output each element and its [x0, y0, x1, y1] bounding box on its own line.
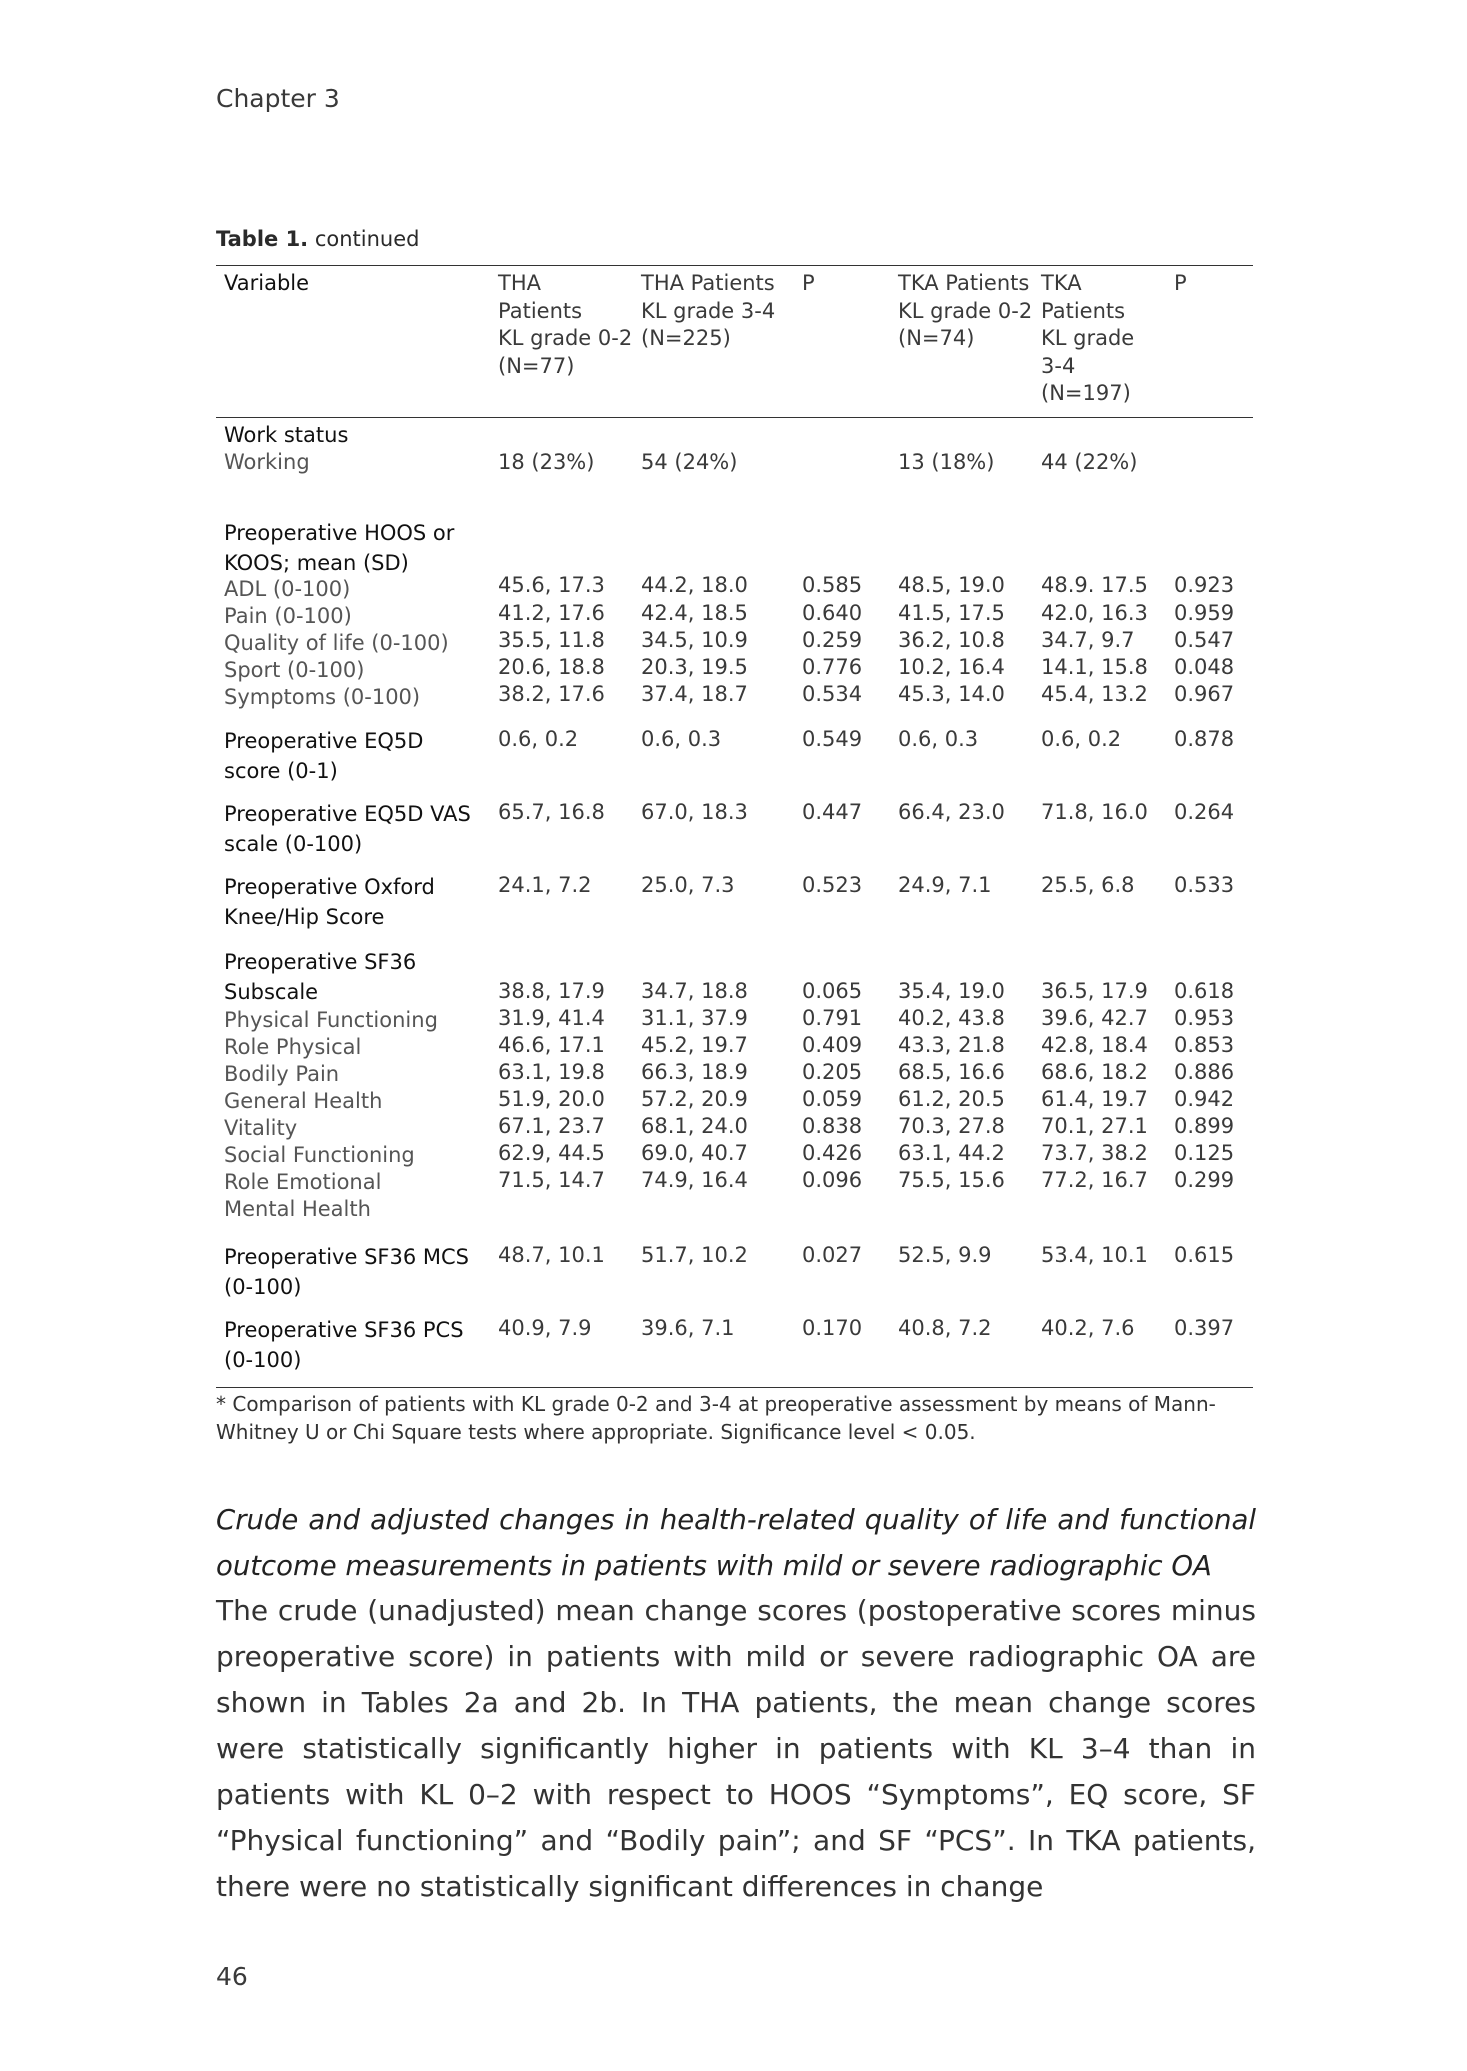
table-footnote: * Comparison of patients with KL grade 0-2 and 3-4 at preoperative assessment by means of Mann-Whitney U or Chi Square tests where appropriate. Significance level < 0.05.	[216, 1392, 1216, 1444]
table-top-rule	[216, 265, 1253, 266]
cell-value: 0.259	[802, 628, 863, 652]
cell-value: 71.8, 16.0	[1041, 800, 1148, 824]
cell-value: 24.1, 7.2	[498, 873, 592, 897]
cell-value: 13 (18%)	[898, 450, 995, 474]
cell-value: 40.2, 7.6	[1041, 1316, 1135, 1340]
row-label: Working	[224, 450, 310, 474]
cell-value: 75.5, 15.6	[898, 1168, 1005, 1192]
cell-value: 48.9. 17.5	[1041, 573, 1148, 597]
cell-value: 44.2, 18.0	[641, 573, 748, 597]
cell-value: 67.1, 23.7	[498, 1114, 605, 1138]
cell-value: 73.7, 38.2	[1041, 1141, 1148, 1165]
cell-value: 71.5, 14.7	[498, 1168, 605, 1192]
cell-value: 0.426	[802, 1141, 863, 1165]
section-title-hoos-koos: Preoperative HOOS or KOOS; mean (SD)	[224, 521, 455, 575]
cell-value: 34.5, 10.9	[641, 628, 748, 652]
cell-value: 0.899	[1174, 1114, 1235, 1138]
row-label: General Health	[224, 1089, 383, 1113]
cell-value: 37.4, 18.7	[641, 682, 748, 706]
cell-value: 61.2, 20.5	[898, 1087, 1005, 1111]
cell-value: 70.3, 27.8	[898, 1114, 1005, 1138]
col-header-tha-kl02: THA Patients KL grade 0-2 (N=77)	[498, 271, 633, 378]
cell-value: 10.2, 16.4	[898, 655, 1005, 679]
cell-value: 0.547	[1174, 628, 1235, 652]
cell-value: 0.791	[802, 1006, 863, 1030]
cell-value: 25.0, 7.3	[641, 873, 735, 897]
cell-value: 69.0, 40.7	[641, 1141, 748, 1165]
cell-value: 42.4, 18.5	[641, 601, 748, 625]
cell-value: 51.9, 20.0	[498, 1087, 605, 1111]
results-table	[216, 265, 1253, 1390]
cell-value: 68.1, 24.0	[641, 1114, 748, 1138]
cell-value: 0.6, 0.3	[898, 727, 979, 751]
cell-value: 0.027	[802, 1243, 863, 1267]
section-title-eq5d-vas: Preoperative EQ5D VAS scale (0-100)	[224, 802, 471, 856]
cell-value: 41.5, 17.5	[898, 601, 1005, 625]
cell-value: 0.447	[802, 800, 863, 824]
cell-value: 51.7, 10.2	[641, 1243, 748, 1267]
cell-value: 65.7, 16.8	[498, 800, 605, 824]
col-header-p-tka: P	[1174, 271, 1187, 295]
table-caption	[216, 227, 420, 251]
cell-value: 45.3, 14.0	[898, 682, 1005, 706]
cell-value: 0.967	[1174, 682, 1235, 706]
cell-value: 74.9, 16.4	[641, 1168, 748, 1192]
col-header-variable: Variable	[224, 271, 310, 295]
cell-value: 31.1, 37.9	[641, 1006, 748, 1030]
cell-value: 0.299	[1174, 1168, 1235, 1192]
cell-value: 0.065	[802, 979, 863, 1003]
cell-value: 48.7, 10.1	[498, 1243, 605, 1267]
section-title-sf36-pcs: Preoperative SF36 PCS (0-100)	[224, 1318, 464, 1372]
cell-value: 68.5, 16.6	[898, 1060, 1005, 1084]
cell-value: 68.6, 18.2	[1041, 1060, 1148, 1084]
cell-value: 45.6, 17.3	[498, 573, 605, 597]
cell-value: 63.1, 44.2	[898, 1141, 1005, 1165]
cell-value: 53.4, 10.1	[1041, 1243, 1148, 1267]
row-label: Quality of life (0-100)	[224, 631, 449, 655]
section-title-work-status: Work status	[224, 423, 349, 447]
cell-value: 54 (24%)	[641, 450, 738, 474]
cell-value: 0.409	[802, 1033, 863, 1057]
row-label: Role Physical	[224, 1035, 362, 1059]
cell-value: 39.6, 7.1	[641, 1316, 735, 1340]
cell-value: 0.886	[1174, 1060, 1235, 1084]
cell-value: 34.7, 9.7	[1041, 628, 1135, 652]
cell-value: 62.9, 44.5	[498, 1141, 605, 1165]
row-label: Vitality	[224, 1116, 298, 1140]
cell-value: 25.5, 6.8	[1041, 873, 1135, 897]
cell-value: 36.2, 10.8	[898, 628, 1005, 652]
cell-value: 40.2, 43.8	[898, 1006, 1005, 1030]
cell-value: 0.959	[1174, 601, 1235, 625]
cell-value: 0.6, 0.2	[1041, 727, 1122, 751]
cell-value: 63.1, 19.8	[498, 1060, 605, 1084]
cell-value: 0.942	[1174, 1087, 1235, 1111]
cell-value: 0.533	[1174, 873, 1235, 897]
cell-value: 42.0, 16.3	[1041, 601, 1148, 625]
cell-value: 0.923	[1174, 573, 1235, 597]
row-label: Pain (0-100)	[224, 604, 352, 628]
cell-value: 0.618	[1174, 979, 1235, 1003]
cell-value: 41.2, 17.6	[498, 601, 605, 625]
col-header-tka-kl02: TKA Patients KL grade 0-2 (N=74)	[898, 271, 1033, 350]
cell-value: 45.4, 13.2	[1041, 682, 1148, 706]
section-title-sf36: Preoperative SF36 Subscale	[224, 950, 417, 1004]
cell-value: 0.534	[802, 682, 863, 706]
row-label: Mental Health	[224, 1197, 371, 1221]
cell-value: 20.6, 18.8	[498, 655, 605, 679]
cell-value: 0.125	[1174, 1141, 1235, 1165]
section-title-oxford: Preoperative Oxford Knee/Hip Score	[224, 875, 435, 929]
cell-value: 0.170	[802, 1316, 863, 1340]
cell-value: 40.8, 7.2	[898, 1316, 992, 1340]
row-label: Bodily Pain	[224, 1062, 340, 1086]
cell-value: 45.2, 19.7	[641, 1033, 748, 1057]
cell-value: 0.853	[1174, 1033, 1235, 1057]
cell-value: 0.776	[802, 655, 863, 679]
section-title-sf36-mcs: Preoperative SF36 MCS (0-100)	[224, 1245, 469, 1299]
cell-value: 0.6, 0.3	[641, 727, 722, 751]
row-label: Role Emotional	[224, 1170, 382, 1194]
cell-value: 0.048	[1174, 655, 1235, 679]
cell-value: 0.838	[802, 1114, 863, 1138]
section-title-eq5d: Preoperative EQ5D score (0-1)	[224, 729, 424, 783]
body-paragraph: The crude (unadjusted) mean change scores (postoperative scores minus preoperative score) in patients with mild or severe radiographic OA are shown in Tables 2a and 2b. In THA patients, the mean change scores were statistically significantly higher in patients with KL 3–4 than in patients with KL 0–2 with respect to HOOS “Symptoms”, EQ score, SF “Physical functioning” and “Bodily pain”; and SF “PCS”. In TKA patients, there were no statistically significant differences in change	[216, 1594, 1256, 1903]
cell-value: 0.205	[802, 1060, 863, 1084]
cell-value: 66.4, 23.0	[898, 800, 1005, 824]
cell-value: 77.2, 16.7	[1041, 1168, 1148, 1192]
cell-value: 34.7, 18.8	[641, 979, 748, 1003]
cell-value: 40.9, 7.9	[498, 1316, 592, 1340]
cell-value: 20.3, 19.5	[641, 655, 748, 679]
cell-value: 0.523	[802, 873, 863, 897]
cell-value: 0.640	[802, 601, 863, 625]
cell-value: 0.6, 0.2	[498, 727, 579, 751]
cell-value: 61.4, 19.7	[1041, 1087, 1148, 1111]
page-number: 46	[216, 1962, 248, 1991]
row-label: Sport (0-100)	[224, 658, 365, 682]
cell-value: 38.8, 17.9	[498, 979, 605, 1003]
col-header-tha-kl34: THA Patients KL grade 3-4 (N=225)	[641, 271, 776, 350]
cell-value: 0.878	[1174, 727, 1235, 751]
col-header-p-tha: P	[802, 271, 815, 295]
table-caption-label: Table 1.	[216, 227, 309, 251]
table-header-rule	[216, 417, 1253, 418]
cell-value: 44 (22%)	[1041, 450, 1138, 474]
cell-value: 0.096	[802, 1168, 863, 1192]
cell-value: 67.0, 18.3	[641, 800, 748, 824]
row-label: Social Functioning	[224, 1143, 415, 1167]
row-label: ADL (0-100)	[224, 577, 351, 601]
cell-value: 0.953	[1174, 1006, 1235, 1030]
cell-value: 48.5, 19.0	[898, 573, 1005, 597]
cell-value: 43.3, 21.8	[898, 1033, 1005, 1057]
cell-value: 70.1, 27.1	[1041, 1114, 1148, 1138]
cell-value: 0.585	[802, 573, 863, 597]
cell-value: 35.5, 11.8	[498, 628, 605, 652]
cell-value: 0.549	[802, 727, 863, 751]
cell-value: 14.1, 15.8	[1041, 655, 1148, 679]
cell-value: 36.5, 17.9	[1041, 979, 1148, 1003]
cell-value: 46.6, 17.1	[498, 1033, 605, 1057]
cell-value: 39.6, 42.7	[1041, 1006, 1148, 1030]
col-header-tka-kl34: TKA Patients KL grade 3-4 (N=197)	[1041, 271, 1135, 405]
cell-value: 31.9, 41.4	[498, 1006, 605, 1030]
cell-value: 38.2, 17.6	[498, 682, 605, 706]
chapter-header: Chapter 3	[216, 84, 340, 113]
row-label: Physical Functioning	[224, 1008, 438, 1032]
cell-value: 0.264	[1174, 800, 1235, 824]
table-bottom-rule	[216, 1387, 1253, 1388]
cell-value: 66.3, 18.9	[641, 1060, 748, 1084]
cell-value: 57.2, 20.9	[641, 1087, 748, 1111]
cell-value: 0.397	[1174, 1316, 1235, 1340]
cell-value: 18 (23%)	[498, 450, 595, 474]
section-heading: Crude and adjusted changes in health-related quality of life and functional outcome measurements in patients with mild or severe radiographic OA	[216, 1504, 1256, 1582]
cell-value: 35.4, 19.0	[898, 979, 1005, 1003]
row-label: Symptoms (0-100)	[224, 685, 421, 709]
cell-value: 0.059	[802, 1087, 863, 1111]
cell-value: 0.615	[1174, 1243, 1235, 1267]
cell-value: 24.9, 7.1	[898, 873, 992, 897]
table-caption-text: continued	[308, 227, 420, 251]
cell-value: 42.8, 18.4	[1041, 1033, 1148, 1057]
cell-value: 52.5, 9.9	[898, 1243, 992, 1267]
